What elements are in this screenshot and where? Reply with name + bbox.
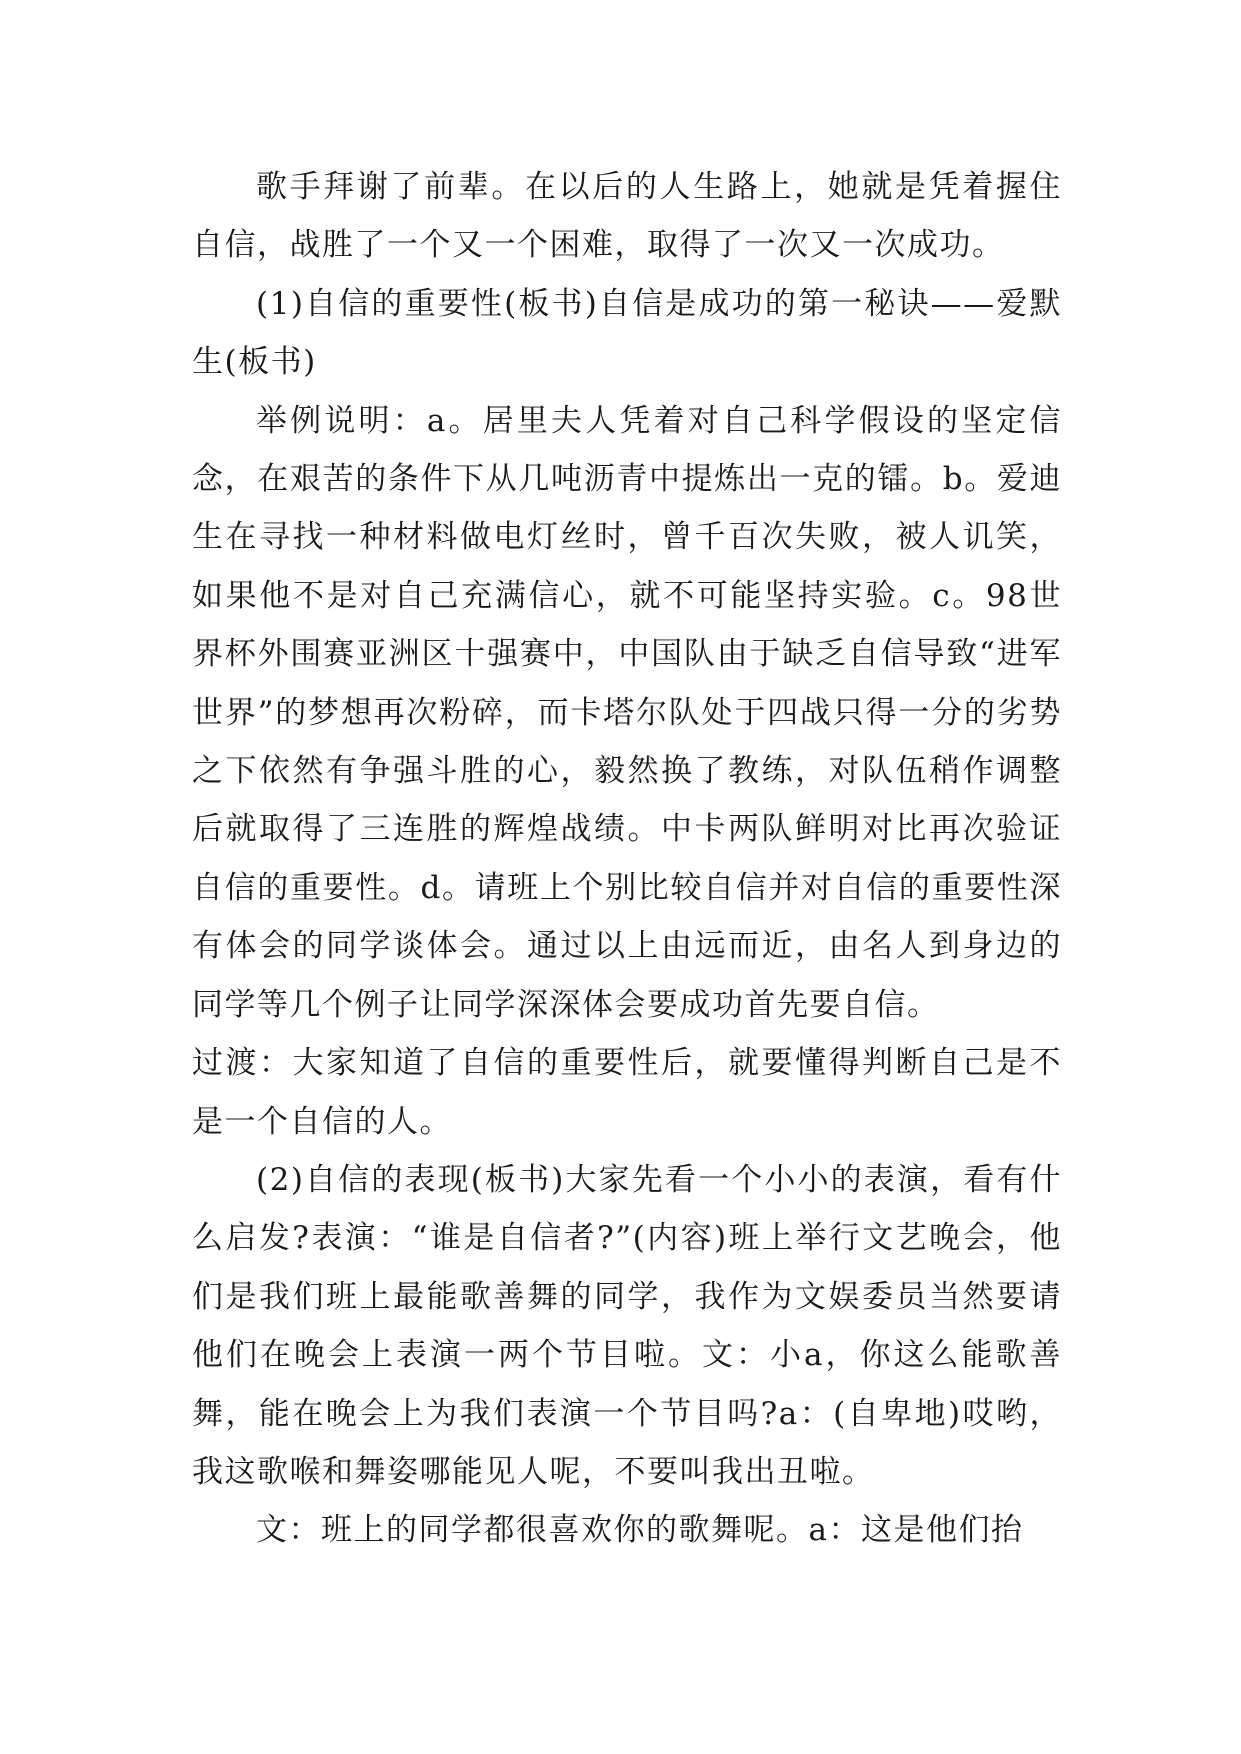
paragraph-transition: 过渡：大家知道了自信的重要性后，就要懂得判断自己是不是一个自信的人。 (192, 1045, 1062, 1140)
document-body (192, 158, 1062, 1560)
paragraph-dialogue: 文：班上的同学都很喜欢你的歌舞呢。a：这是他们抬 (256, 1512, 1024, 1549)
paragraph-closing-story: 歌手拜谢了前辈。在以后的人生路上，她就是凭着握住自信，战胜了一个又一个困难，取得了一次又一次成功。 (192, 169, 1062, 264)
paragraph-importance-heading: (1)自信的重要性(板书)自信是成功的第一秘诀——爱默生(板书) (192, 285, 1062, 381)
paragraph-performance: (2)自信的表现(板书)大家先看一个小小的表演，看有什么启发?表演：“谁是自信者?”(内容)班上举行文艺晚会，他们是我们班上最能歌善舞的同学，我作为文娱委员当然要请他们在晚会上表演一两个节目啦。文：小a，你这么能歌善舞，能在晚会上为我们表演一个节目吗?a：(自卑地)哎哟，我这歌喉和舞姿哪能见人呢，不要叫我出丑啦。 (192, 1161, 1062, 1490)
paragraph-examples: 举例说明：a。居里夫人凭着对自己科学假设的坚定信念，在艰苦的条件下从几吨沥青中提炼出一克的镭。b。爱迪生在寻找一种材料做电灯丝时，曾千百次失败，被人讥笑，如果他不是对自己充满信心，就不可能坚持实验。c。98世界杯外围赛亚洲区十强赛中，中国队由于缺乏自信导致“进军世界”的梦想再次粉碎，而卡塔尔队处于四战只得一分的劣势之下依然有争强斗胜的心，毅然换了教练，对队伍稍作调整后就取得了三连胜的辉煌战绩。中卡两队鲜明对比再次验证自信的重要性。d。请班上个别比较自信并对自信的重要性深有体会的同学谈体会。通过以上由远而近，由名人到身边的同学等几个例子让同学深深体会要成功首先要自信。 (192, 402, 1062, 1023)
